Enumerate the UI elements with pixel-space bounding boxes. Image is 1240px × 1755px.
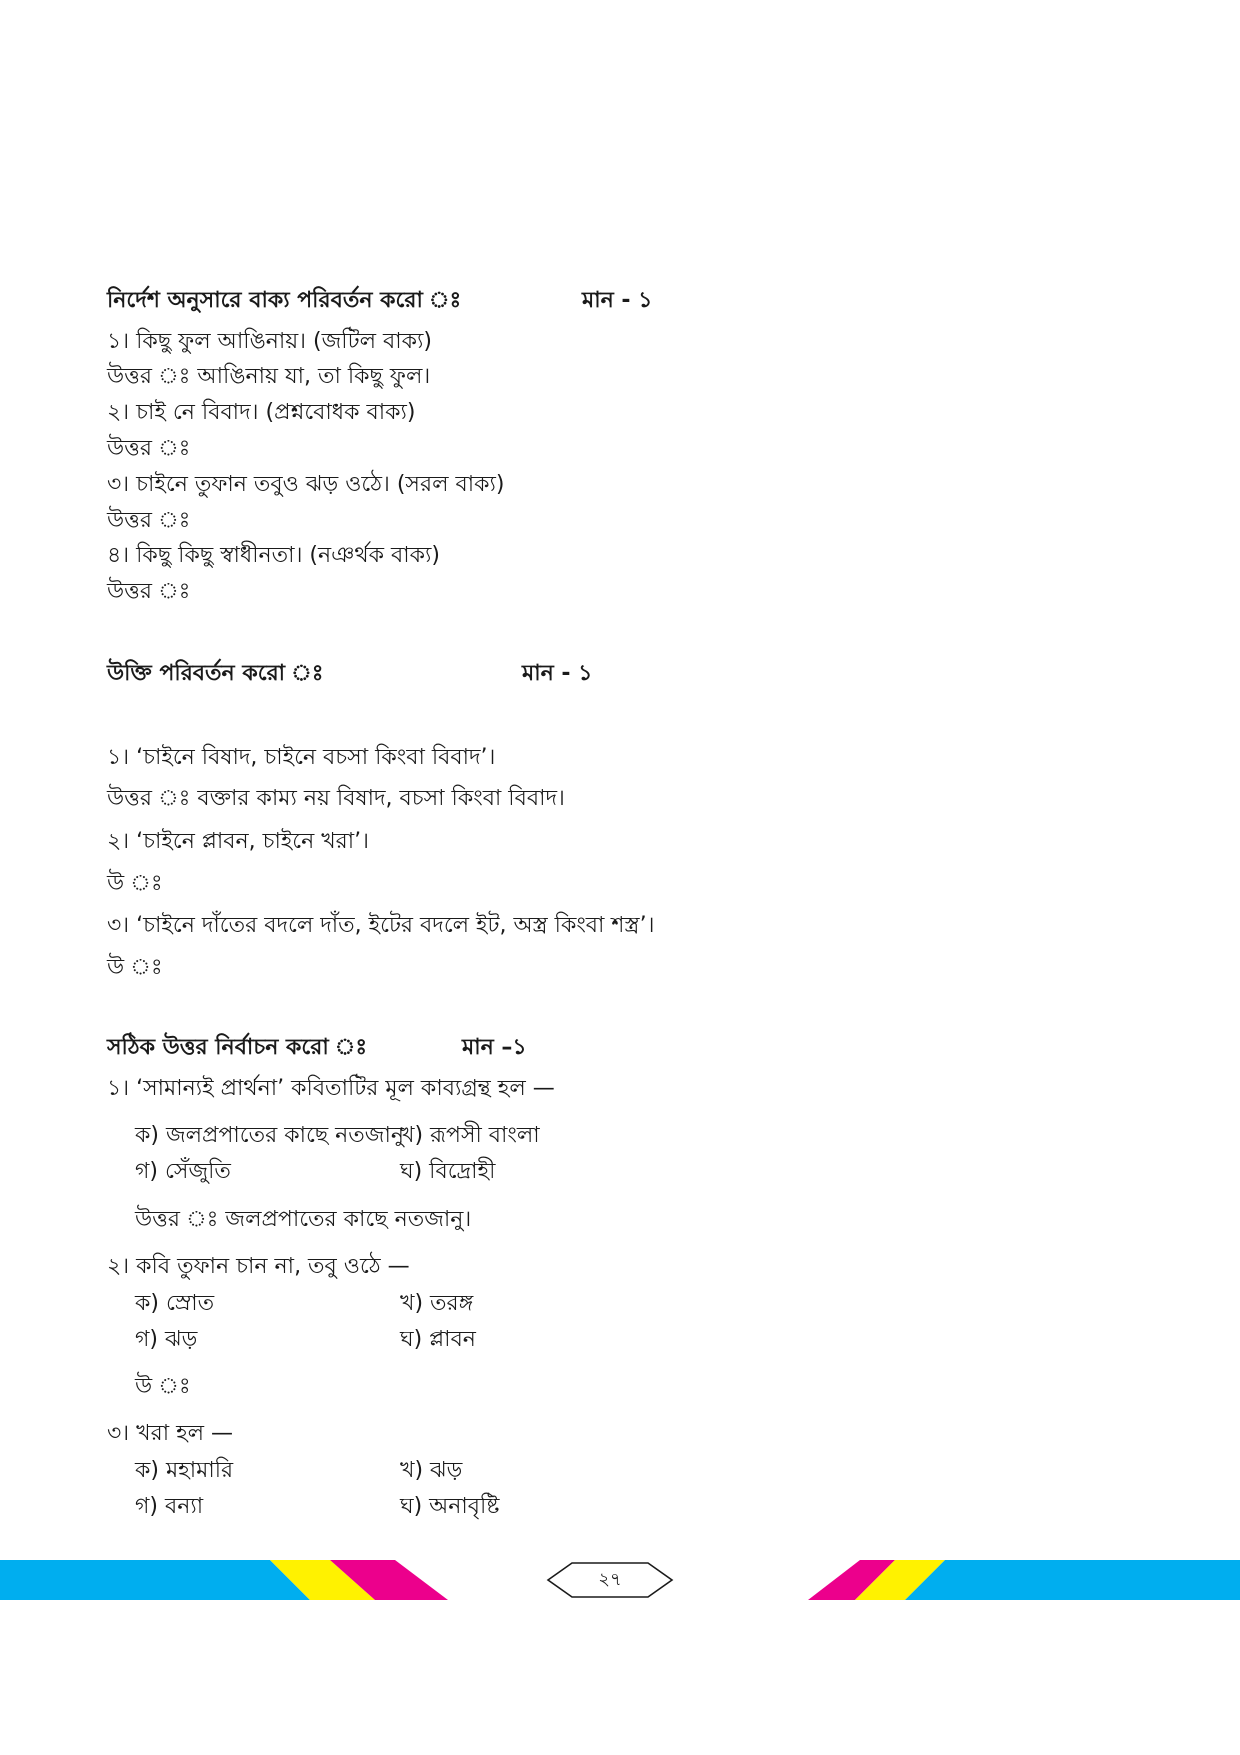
section1-line-3: ২। চাই নে বিবাদ। (প্রশ্নবোধক বাক্য) [107,400,416,425]
page-number: ২৭ [598,1569,622,1590]
section3-heading: সঠিক উত্তর নির্বাচন করো ঃ [107,1035,368,1060]
section2-line-3: ২। ‘চাইনে প্লাবন, চাইনে খরা’। [107,829,370,854]
q2-option-kha: খ) তরঙ্গ [400,1291,474,1316]
q1-option-ka: ক) জলপ্রপাতের কাছে নতজানু [135,1123,404,1148]
q2-option-ka: ক) স্রোত [135,1291,215,1316]
q3-option-ga: গ) বন্যা [135,1494,204,1519]
q2-option-gha: ঘ) প্লাবন [400,1327,476,1352]
section1-marks: মান - ১ [582,288,653,313]
section1-line-5: ৩। চাইনে তুফান তবুও ঝড় ওঠে। (সরল বাক্য) [107,472,505,497]
q3-question: ৩। খরা হল — [107,1421,234,1446]
q1-option-ga: গ) সেঁজুতি [135,1159,231,1184]
section1-heading: নির্দেশ অনুসারে বাক্য পরিবর্তন করো ঃ [107,288,462,313]
section1-line-1: ১। কিছু ফুল আঙিনায়। (জটিল বাক্য) [107,329,432,354]
section2-line-1: ১। ‘চাইনে বিষাদ, চাইনে বচসা কিংবা বিবাদ’। [107,745,496,770]
q2-option-ga: গ) ঝড় [135,1327,198,1352]
q1-question: ১। ‘সামান্যই প্রার্থনা’ কবিতাটির মূল কাব্যগ্রন্থ হল — [107,1076,555,1101]
section2-marks: মান - ১ [522,661,593,686]
q1-option-gha: ঘ) বিদ্রোহী [400,1159,496,1184]
section3-marks: মান –১ [462,1035,527,1060]
footer-band-left-cyan [0,1560,310,1600]
q3-option-ka: ক) মহামারি [135,1458,234,1483]
section2-line-2: উত্তর ঃ বক্তার কাম্য নয় বিষাদ, বচসা কিংবা বিবাদ। [107,786,565,811]
footer-band-right-cyan [905,1560,1240,1600]
q3-option-gha: ঘ) অনাবৃষ্টি [400,1494,500,1519]
q1-option-kha: খ) রূপসী বাংলা [400,1123,540,1148]
section1-line-6: উত্তর ঃ [107,508,191,533]
q2-question: ২। কবি তুফান চান না, তবু ওঠে — [107,1254,410,1279]
section2-line-5: ৩। ‘চাইনে দাঁতের বদলে দাঁত, ইটের বদলে ইট, অস্ত্র কিংবা শস্ত্র’। [107,913,655,938]
section2-line-6: উ ঃ [107,955,163,980]
section1-line-2: উত্তর ঃ আঙিনায় যা, তা কিছু ফুল। [107,364,431,389]
section1-line-8: উত্তর ঃ [107,579,191,604]
q1-answer: উত্তর ঃ জলপ্রপাতের কাছে নতজানু। [135,1207,472,1232]
section2-line-4: উ ঃ [107,871,163,896]
section1-line-4: উত্তর ঃ [107,436,191,461]
section2-heading: উক্তি পরিবর্তন করো ঃ [107,661,324,686]
q2-answer: উ ঃ [135,1374,191,1399]
q3-option-kha: খ) ঝড় [400,1458,463,1483]
section1-line-7: ৪। কিছু কিছু স্বাধীনতা। (নঞর্থক বাক্য) [107,543,440,568]
